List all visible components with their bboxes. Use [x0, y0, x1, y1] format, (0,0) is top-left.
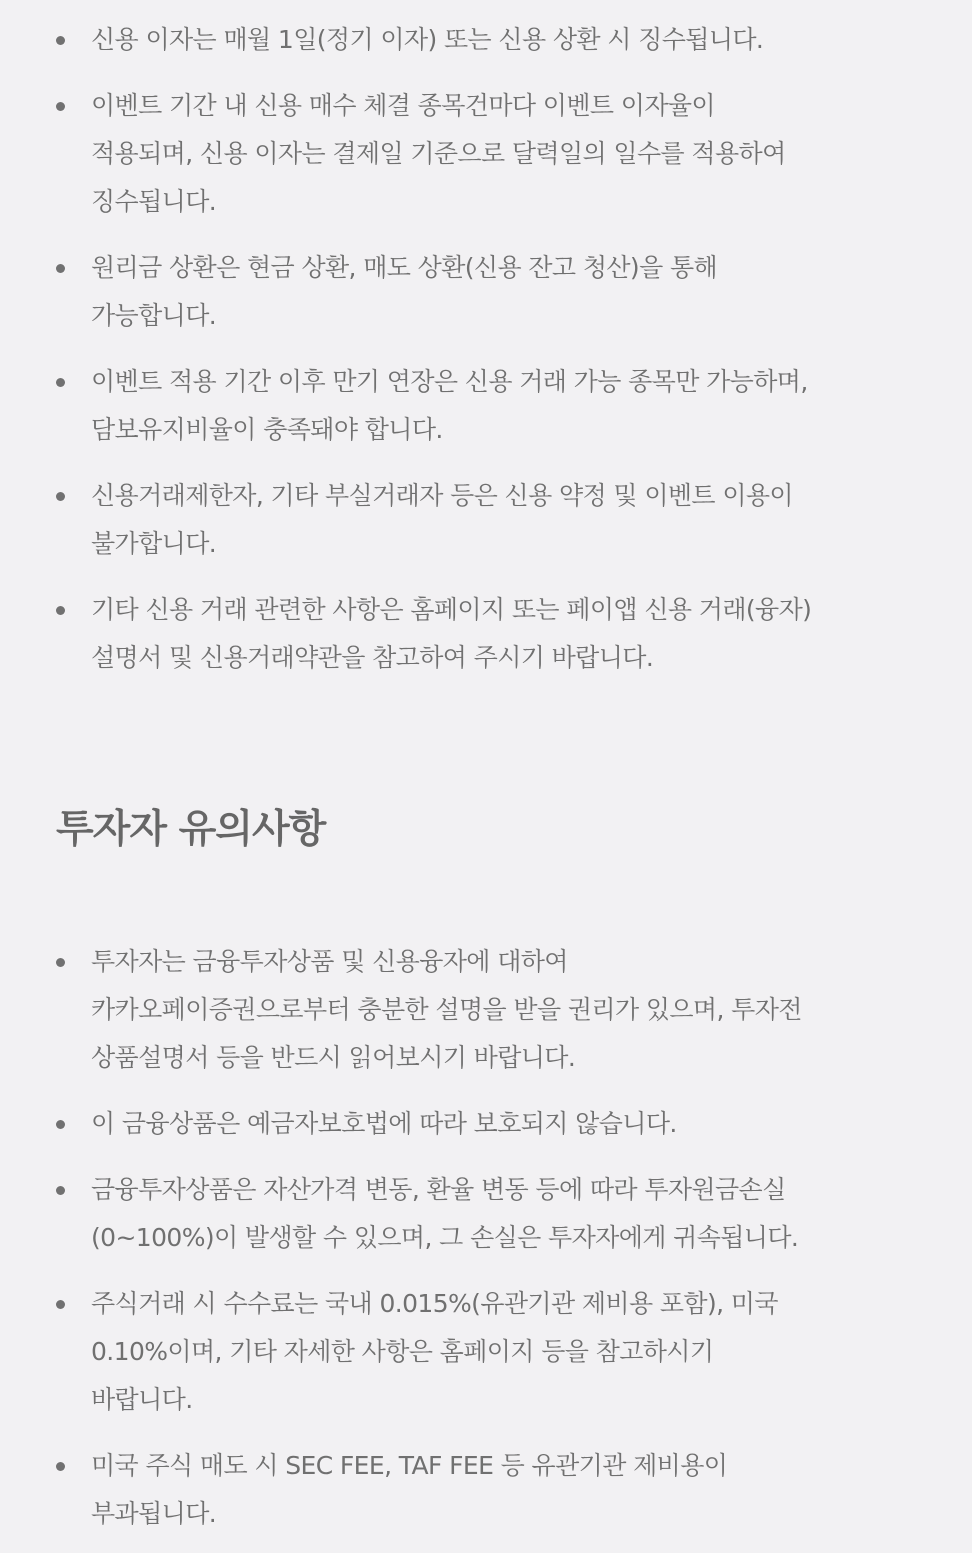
list-item-text: 신용거래제한자, 기타 부실거래자 등은 신용 약정 및 이벤트 이용이: [91, 481, 793, 510]
list-item-text: 미국 주식 매도 시 SEC FEE, TAF FEE 등 유관기관 제비용이: [91, 1451, 728, 1480]
list-item: [56, 244, 932, 340]
list-item-text: (0~100%)이 발생할 수 있으며, 그 손실은 투자자에게 귀속됩니다.: [91, 1223, 799, 1252]
list-item-text: 투자자는 금융투자상품 및 신용융자에 대하여: [91, 947, 568, 976]
list-item-text: 이벤트 적용 기간 이후 만기 연장은 신용 거래 가능 종목만 가능하며,: [91, 367, 808, 396]
list-item: [56, 358, 932, 454]
list-item: [56, 1442, 932, 1538]
list-item-text: 원리금 상환은 현금 상환, 매도 상환(신용 잔고 청산)을 통해: [91, 253, 718, 282]
list-item: [56, 1166, 932, 1262]
list-item: [56, 586, 932, 682]
credit-notes-list: [56, 16, 932, 682]
list-item-text: 이 금융상품은 예금자보호법에 따라 보호되지 않습니다.: [91, 1109, 677, 1138]
section-title: 투자자 유의사항: [56, 807, 326, 852]
list-item-text: 상품설명서 등을 반드시 읽어보시기 바랍니다.: [91, 1043, 576, 1072]
list-item: [56, 16, 932, 64]
list-item-text: 주식거래 시 수수료는 국내 0.015%(유관기관 제비용 포함), 미국: [91, 1289, 778, 1318]
investor-notes-list: [56, 938, 932, 1538]
list-item-text: 불가합니다.: [91, 529, 217, 558]
list-item-text: 징수됩니다.: [91, 187, 217, 216]
list-item-text: 신용 이자는 매월 1일(정기 이자) 또는 신용 상환 시 징수됩니다.: [91, 25, 764, 54]
list-item-text: 기타 신용 거래 관련한 사항은 홈페이지 또는 페이앱 신용 거래(융자): [91, 595, 812, 624]
list-item: [56, 82, 932, 226]
list-item-text: 카카오페이증권으로부터 충분한 설명을 받을 권리가 있으며, 투자전: [91, 995, 802, 1024]
list-item: [56, 1280, 932, 1424]
list-item-text: 부과됩니다.: [91, 1499, 217, 1528]
list-item: [56, 1100, 932, 1148]
list-item-text: 설명서 및 신용거래약관을 참고하여 주시기 바랍니다.: [91, 643, 654, 672]
list-item-text: 이벤트 기간 내 신용 매수 체결 종목건마다 이벤트 이자율이: [91, 91, 715, 120]
list-item-text: 담보유지비율이 충족돼야 합니다.: [91, 415, 443, 444]
list-item-text: 금융투자상품은 자산가격 변동, 환율 변동 등에 따라 투자원금손실: [91, 1175, 786, 1204]
list-item-text: 적용되며, 신용 이자는 결제일 기준으로 달력일의 일수를 적용하여: [91, 139, 786, 168]
list-item-text: 바랍니다.: [91, 1385, 193, 1414]
list-item-text: 가능합니다.: [91, 301, 217, 330]
list-item: [56, 938, 932, 1082]
list-item-text: 0.10%이며, 기타 자세한 사항은 홈페이지 등을 참고하시기: [91, 1337, 714, 1366]
list-item: [56, 472, 932, 568]
